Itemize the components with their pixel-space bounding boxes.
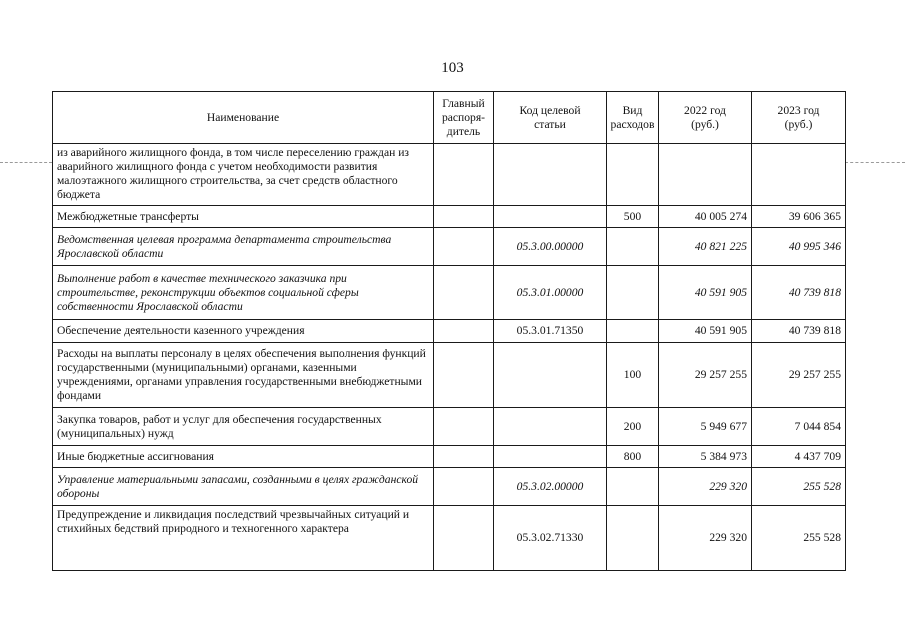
header-2023: 2023 год (руб.) <box>752 92 846 144</box>
header-name: Наименование <box>53 92 434 144</box>
row-name: Иные бюджетные ассигнования <box>53 446 434 468</box>
row-2022: 40 005 274 <box>659 206 752 228</box>
table-row <box>53 320 846 343</box>
row-admin <box>434 506 494 571</box>
table-row <box>53 343 846 408</box>
row-admin <box>434 408 494 446</box>
row-code: 05.3.00.00000 <box>494 228 607 266</box>
row-2022: 40 821 225 <box>659 228 752 266</box>
header-2022: 2022 год (руб.) <box>659 92 752 144</box>
row-kind <box>607 468 659 506</box>
row-admin <box>434 468 494 506</box>
row-2023: 255 528 <box>752 506 846 571</box>
row-2023: 7 044 854 <box>752 408 846 446</box>
row-2023: 40 739 818 <box>752 266 846 320</box>
table-row <box>53 228 846 266</box>
table-header-row <box>53 92 846 144</box>
row-admin <box>434 343 494 408</box>
header-code: Код целевой статьи <box>494 92 607 144</box>
page-number: 103 <box>441 60 464 76</box>
row-kind: 800 <box>607 446 659 468</box>
row-code: 05.3.01.71350 <box>494 320 607 343</box>
row-name: Управление материальными запасами, созданными в целях гражданской обороны <box>53 468 434 506</box>
table-row <box>53 446 846 468</box>
row-name: Межбюджетные трансферты <box>53 206 434 228</box>
row-2022: 5 384 973 <box>659 446 752 468</box>
row-kind <box>607 320 659 343</box>
row-2022 <box>659 144 752 206</box>
row-2022: 40 591 905 <box>659 266 752 320</box>
row-2022: 5 949 677 <box>659 408 752 446</box>
header-kind: Вид расходов <box>607 92 659 144</box>
row-kind <box>607 266 659 320</box>
row-2022: 229 320 <box>659 506 752 571</box>
table-row <box>53 408 846 446</box>
row-2022: 40 591 905 <box>659 320 752 343</box>
row-2023 <box>752 144 846 206</box>
row-admin <box>434 266 494 320</box>
row-kind: 100 <box>607 343 659 408</box>
row-name: Расходы на выплаты персоналу в целях обеспечения выполнения функций государственными (муниципальными) органами, казенными учреждениями, органами управления государственными внебюджетными фондами <box>53 343 434 408</box>
row-code: 05.3.02.71330 <box>494 506 607 571</box>
row-code: 05.3.01.00000 <box>494 266 607 320</box>
row-admin <box>434 228 494 266</box>
row-code: 05.3.02.00000 <box>494 468 607 506</box>
row-2023: 40 739 818 <box>752 320 846 343</box>
page-divider-right <box>845 162 905 163</box>
row-name: Ведомственная целевая программа департамента строительства Ярославской области <box>53 228 434 266</box>
row-2023: 29 257 255 <box>752 343 846 408</box>
row-kind <box>607 228 659 266</box>
row-admin <box>434 206 494 228</box>
row-name: из аварийного жилищного фонда, в том числе переселению граждан из аварийного жилищного фонда с учетом необходимости развития малоэтажного жилищного строительства, за счет средств областного бюджета <box>53 144 434 206</box>
row-2023: 39 606 365 <box>752 206 846 228</box>
row-code <box>494 446 607 468</box>
row-kind <box>607 506 659 571</box>
row-code <box>494 343 607 408</box>
budget-table <box>52 91 846 571</box>
header-admin: Главный распоря- дитель <box>434 92 494 144</box>
row-name: Предупреждение и ликвидация последствий чрезвычайных ситуаций и стихийных бедствий природного и техногенного характера <box>53 506 434 571</box>
row-admin <box>434 446 494 468</box>
row-2022: 229 320 <box>659 468 752 506</box>
table-row <box>53 206 846 228</box>
table-row <box>53 468 846 506</box>
row-code <box>494 144 607 206</box>
table-row <box>53 144 846 206</box>
row-kind: 200 <box>607 408 659 446</box>
row-2023: 255 528 <box>752 468 846 506</box>
row-kind: 500 <box>607 206 659 228</box>
row-name: Закупка товаров, работ и услуг для обеспечения государственных (муниципальных) нужд <box>53 408 434 446</box>
row-name: Выполнение работ в качестве технического заказчика при строительстве, реконструкции объектов социальной сферы собственности Ярославской области <box>53 266 434 320</box>
row-name: Обеспечение деятельности казенного учреждения <box>53 320 434 343</box>
table-row <box>53 506 846 571</box>
page-divider-left <box>0 162 52 163</box>
row-2023: 40 995 346 <box>752 228 846 266</box>
row-code <box>494 206 607 228</box>
table-row <box>53 266 846 320</box>
row-admin <box>434 144 494 206</box>
row-2023: 4 437 709 <box>752 446 846 468</box>
row-2022: 29 257 255 <box>659 343 752 408</box>
row-admin <box>434 320 494 343</box>
row-kind <box>607 144 659 206</box>
row-code <box>494 408 607 446</box>
